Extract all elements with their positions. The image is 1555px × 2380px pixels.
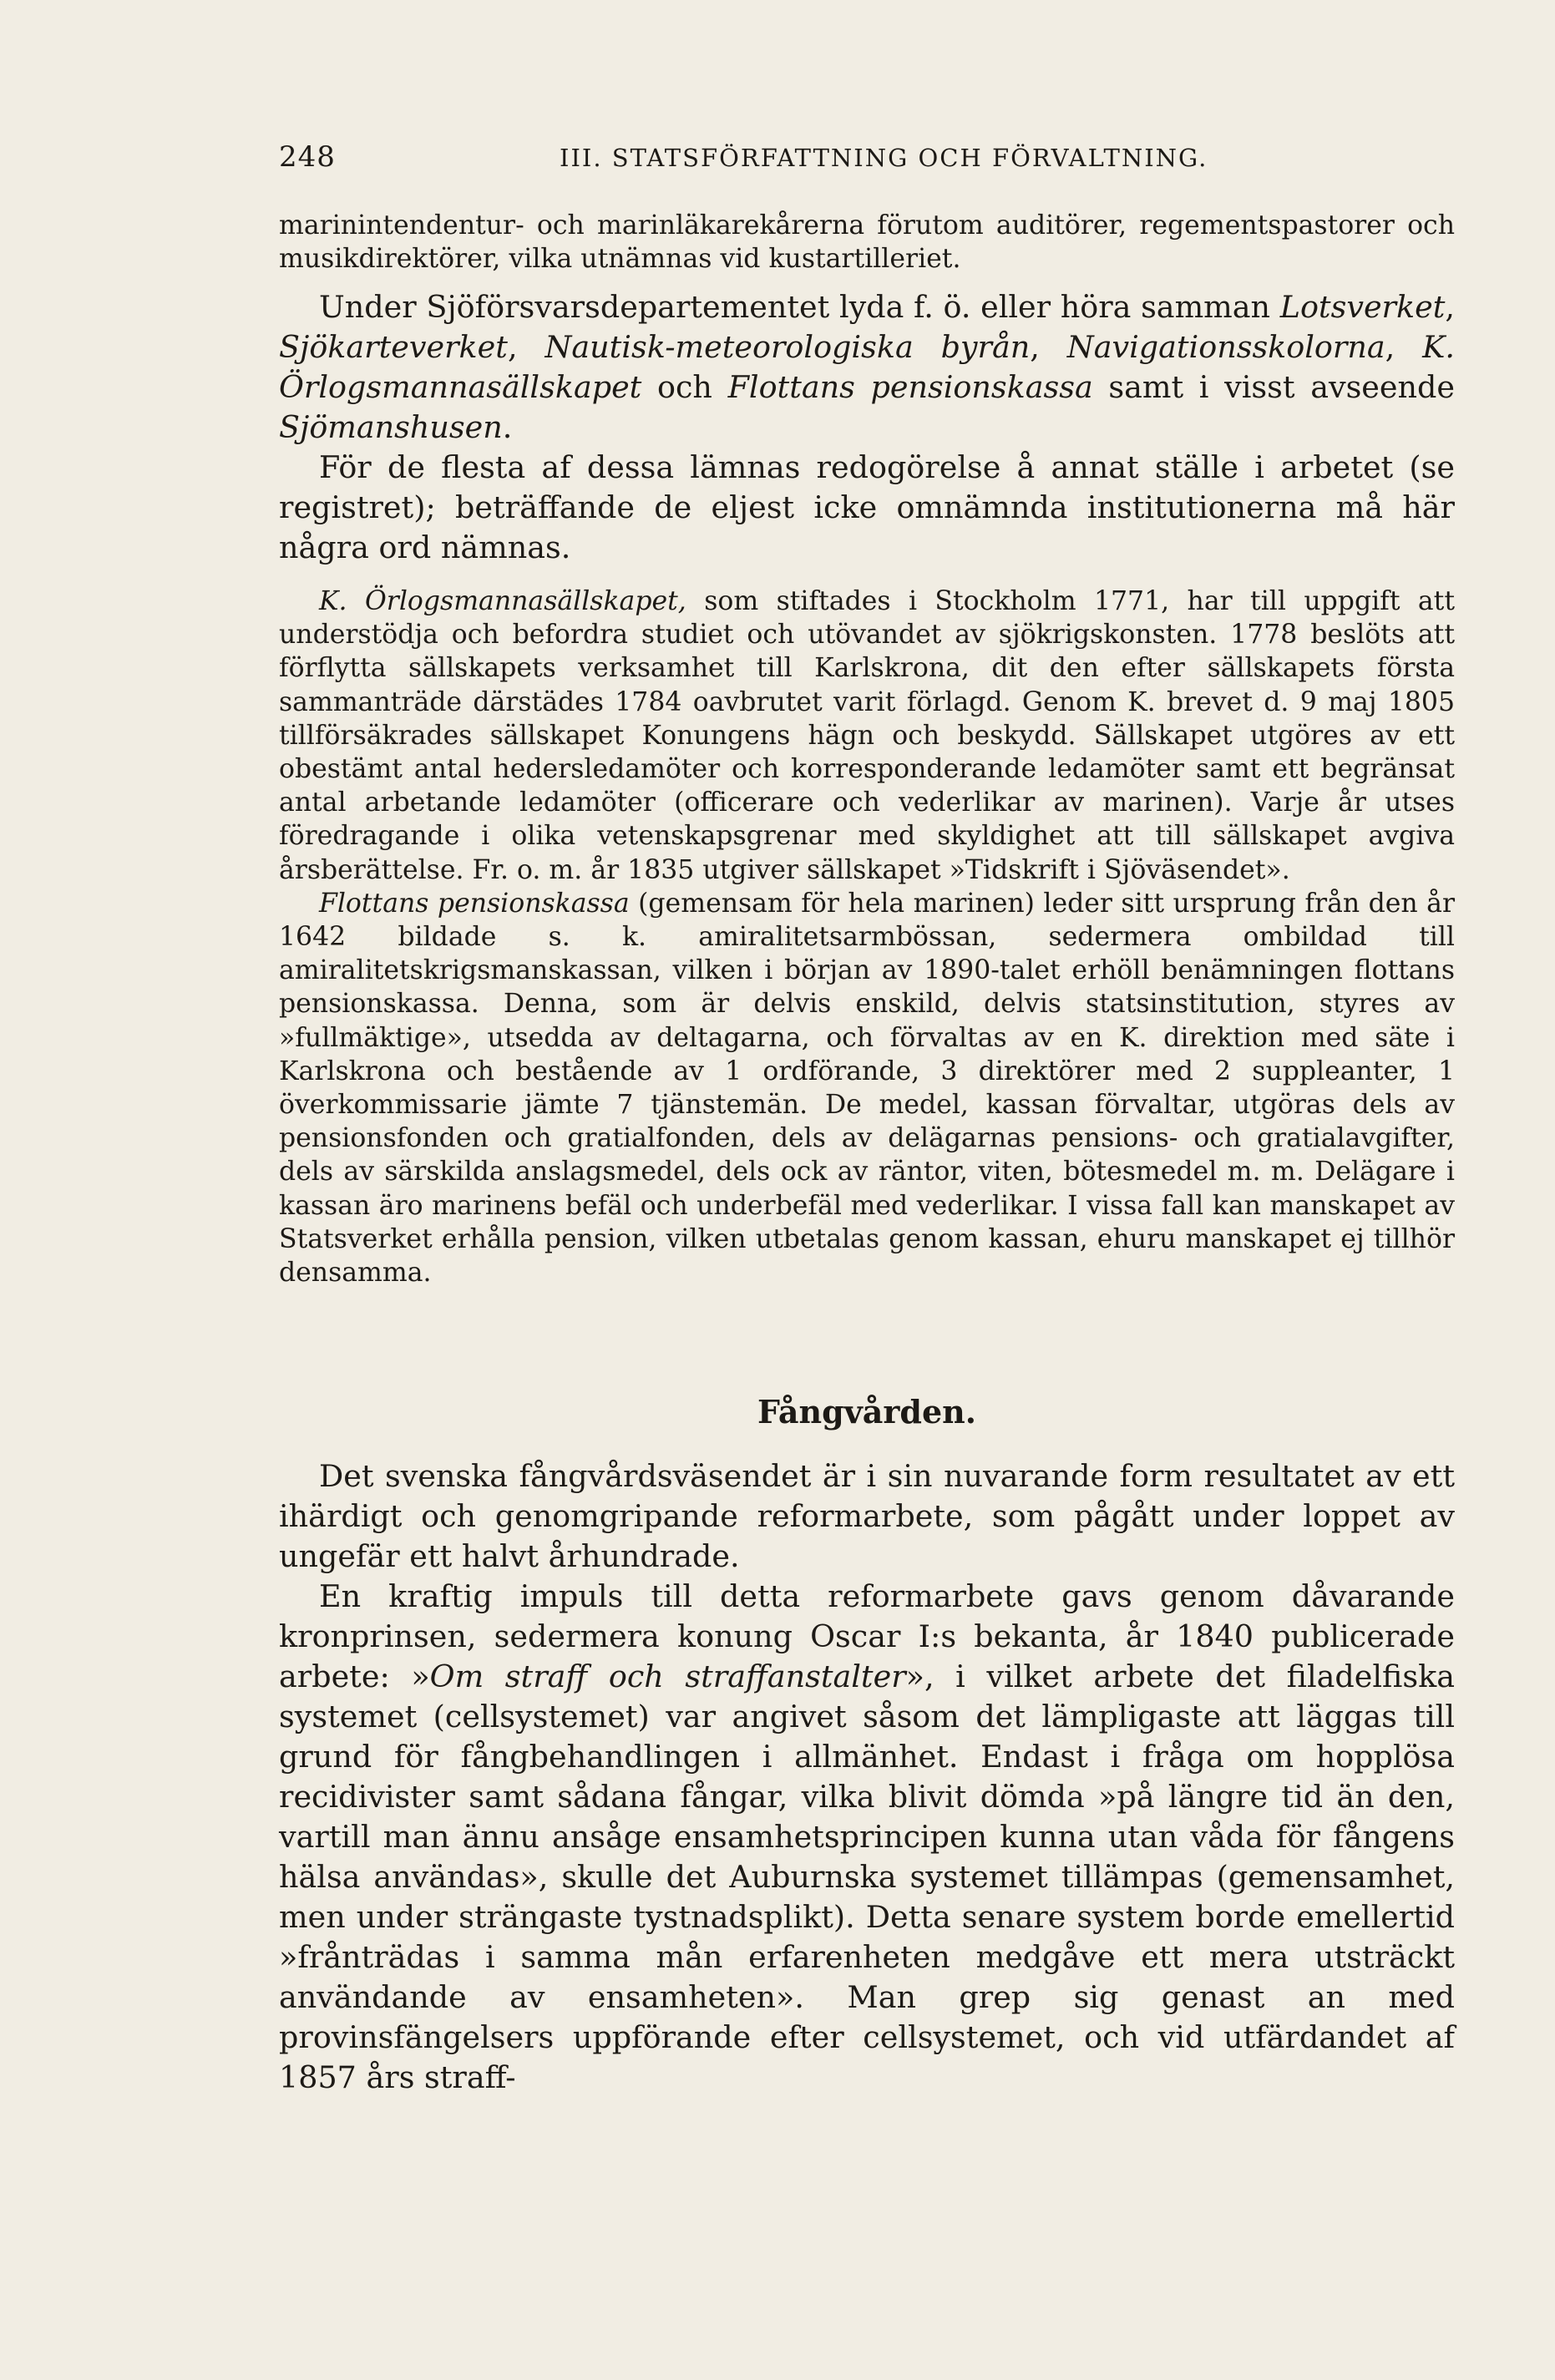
- paragraph-continuation: marinintendentur- och marinläkarekårerna förutom auditörer, regementspastorer och musikdirektörer, vilka utnämnas vid kustartilleriet.: [279, 210, 1455, 275]
- book-title: Om straff och straffanstalter: [429, 1658, 906, 1694]
- subject-orlogsmannasallskapet: K. Örlogsmannasällskapet,: [319, 586, 686, 616]
- text-block-fangvarden: [279, 1456, 1455, 2098]
- term-flottans-pensionskassa: Flottans pensionskassa: [727, 369, 1093, 405]
- term-sjomanshusen: Sjömanshusen: [279, 409, 503, 445]
- term-nautisk-byran: Nautisk-meteorologiska byrån: [545, 329, 1031, 365]
- term-sjokarteverket: Sjökarteverket: [279, 329, 508, 365]
- text-block-upper: [279, 209, 1455, 276]
- paragraph-sjoforsvar: Under Sjöförsvarsdepartementet lyda f. ö. eller höra samman Lotsverket, Sjökarteverket, Nautisk-meteorologiska byrån, Navigationsskolorna, K. Örlogsmannasällskapet och Flottans pensionskassa samt i visst avseende Sjömanshusen.: [279, 289, 1455, 445]
- text-block-details: [279, 585, 1455, 1289]
- page-number: 248: [279, 140, 336, 174]
- subject-flottans-pensionskassa: Flottans pensionskassa: [319, 888, 630, 919]
- section-heading: Fångvården.: [757, 1393, 977, 1431]
- paragraph-flesta: För de flesta af dessa lämnas redogörelse å annat ställe i arbetet (se registret); beträffande de eljest icke omnämnda institutionerna må här några ord nämnas.: [279, 449, 1455, 565]
- term-navigationsskolorna: Navigationsskolorna: [1066, 329, 1385, 365]
- term-lotsverket: Lotsverket: [1279, 289, 1446, 325]
- text-block-institutions: [279, 287, 1455, 568]
- paragraph-fangvard-reform: En kraftig impuls till detta reformarbete gavs genom dåvarande kronprinsen, sedermera konung Oscar I:s bekanta, år 1840 publicerade arbete: »Om straff och straffanstalter», i vilket arbete det filadelfiska systemet (cellsystemet) var angivet såsom det lämpligaste att läggas till grund för fångbehandlingen i allmänhet. Endast i fråga om hopplösa recidivister samt sådana fångar, vilka blivit dömda »på längre tid än den, vartill man ännu ansåge ensamhetsprincipen kunna utan våda för fångens hälsa användas», skulle det Auburnska systemet tillämpas (gemensamhet, men under strängaste tystnadsplikt). Detta senare system borde emellertid »frånträdas i samma mån erfarenheten medgåve ett mera utsträckt användande av ensamheten». Man grep sig genast an med provinsfängelsers uppförande efter cellsystemet, och vid utfärdandet af 1857 års straff-: [279, 1578, 1455, 2095]
- paragraph-fangvard-intro: Det svenska fångvårdsväsendet är i sin nuvarande form resultatet av ett ihärdigt och genomgripande reformarbete, som pågått under loppet av ungefär ett halvt århundrade.: [279, 1458, 1455, 1574]
- paragraph-orlogsmannasallskapet: K. Örlogsmannasällskapet, som stiftades i Stockholm 1771, har till uppgift att understödja och befordra studiet och utövandet av sjökrigskonsten. 1778 beslöts att förflytta sällskapets verksamhet till Karlskrona, dit den efter sällskapets första sammanträde därstädes 1784 oavbrutet varit förlagd. Genom K. brevet d. 9 maj 1805 tillförsäkrades sällskapet Konungens hägn och beskydd. Sällskapet utgöres av ett obestämt antal hedersledamöter och korresponderande ledamöter samt ett begränsat antal arbetande ledamöter (officerare och vederlikar av marinen). Varje år utses föredragande i olika vetenskapsgrenar med skyldighet att till sällskapet avgiva årsberättelse. Fr. o. m. år 1835 utgiver sällskapet »Tidskrift i Sjöväsendet».: [279, 586, 1455, 885]
- term-orlogsmannasallskapet: K. Örlogsmannasällskapet: [279, 329, 1455, 405]
- paragraph-flottans-pensionskassa: Flottans pensionskassa (gemensam för hela marinen) leder sitt ursprung från den år 1642 bildade s. k. amiralitetsarmbössan, sedermera ombildad till amiralitetskrigsmanskassan, vilken i början av 1890-talet erhöll benämningen flottans pensionskassa. Denna, som är delvis enskild, delvis statsinstitution, styres av »fullmäktige», utsedda av deltagarna, och förvaltas av en K. direktion med säte i Karlskrona och bestående av 1 ordförande, 3 direktörer med 2 suppleanter, 1 överkommissarie jämte 7 tjänstemän. De medel, kassan förvaltar, utgöras dels av pensionsfonden och gratialfonden, dels av delägarnas pensions- och gratialavgifter, dels av särskilda anslagsmedel, dels ock av räntor, viten, bötesmedel m. m. Delägare i kassan äro marinens befäl och underbefäl med vederlikar. I vissa fall kan manskapet av Statsverket erhålla pension, vilken utbetalas genom kassan, ehuru manskapet ej tillhör densamma.: [279, 888, 1456, 1289]
- running-title: III. STATSFÖRFATTNING OCH FÖRVALTNING.: [560, 144, 1208, 172]
